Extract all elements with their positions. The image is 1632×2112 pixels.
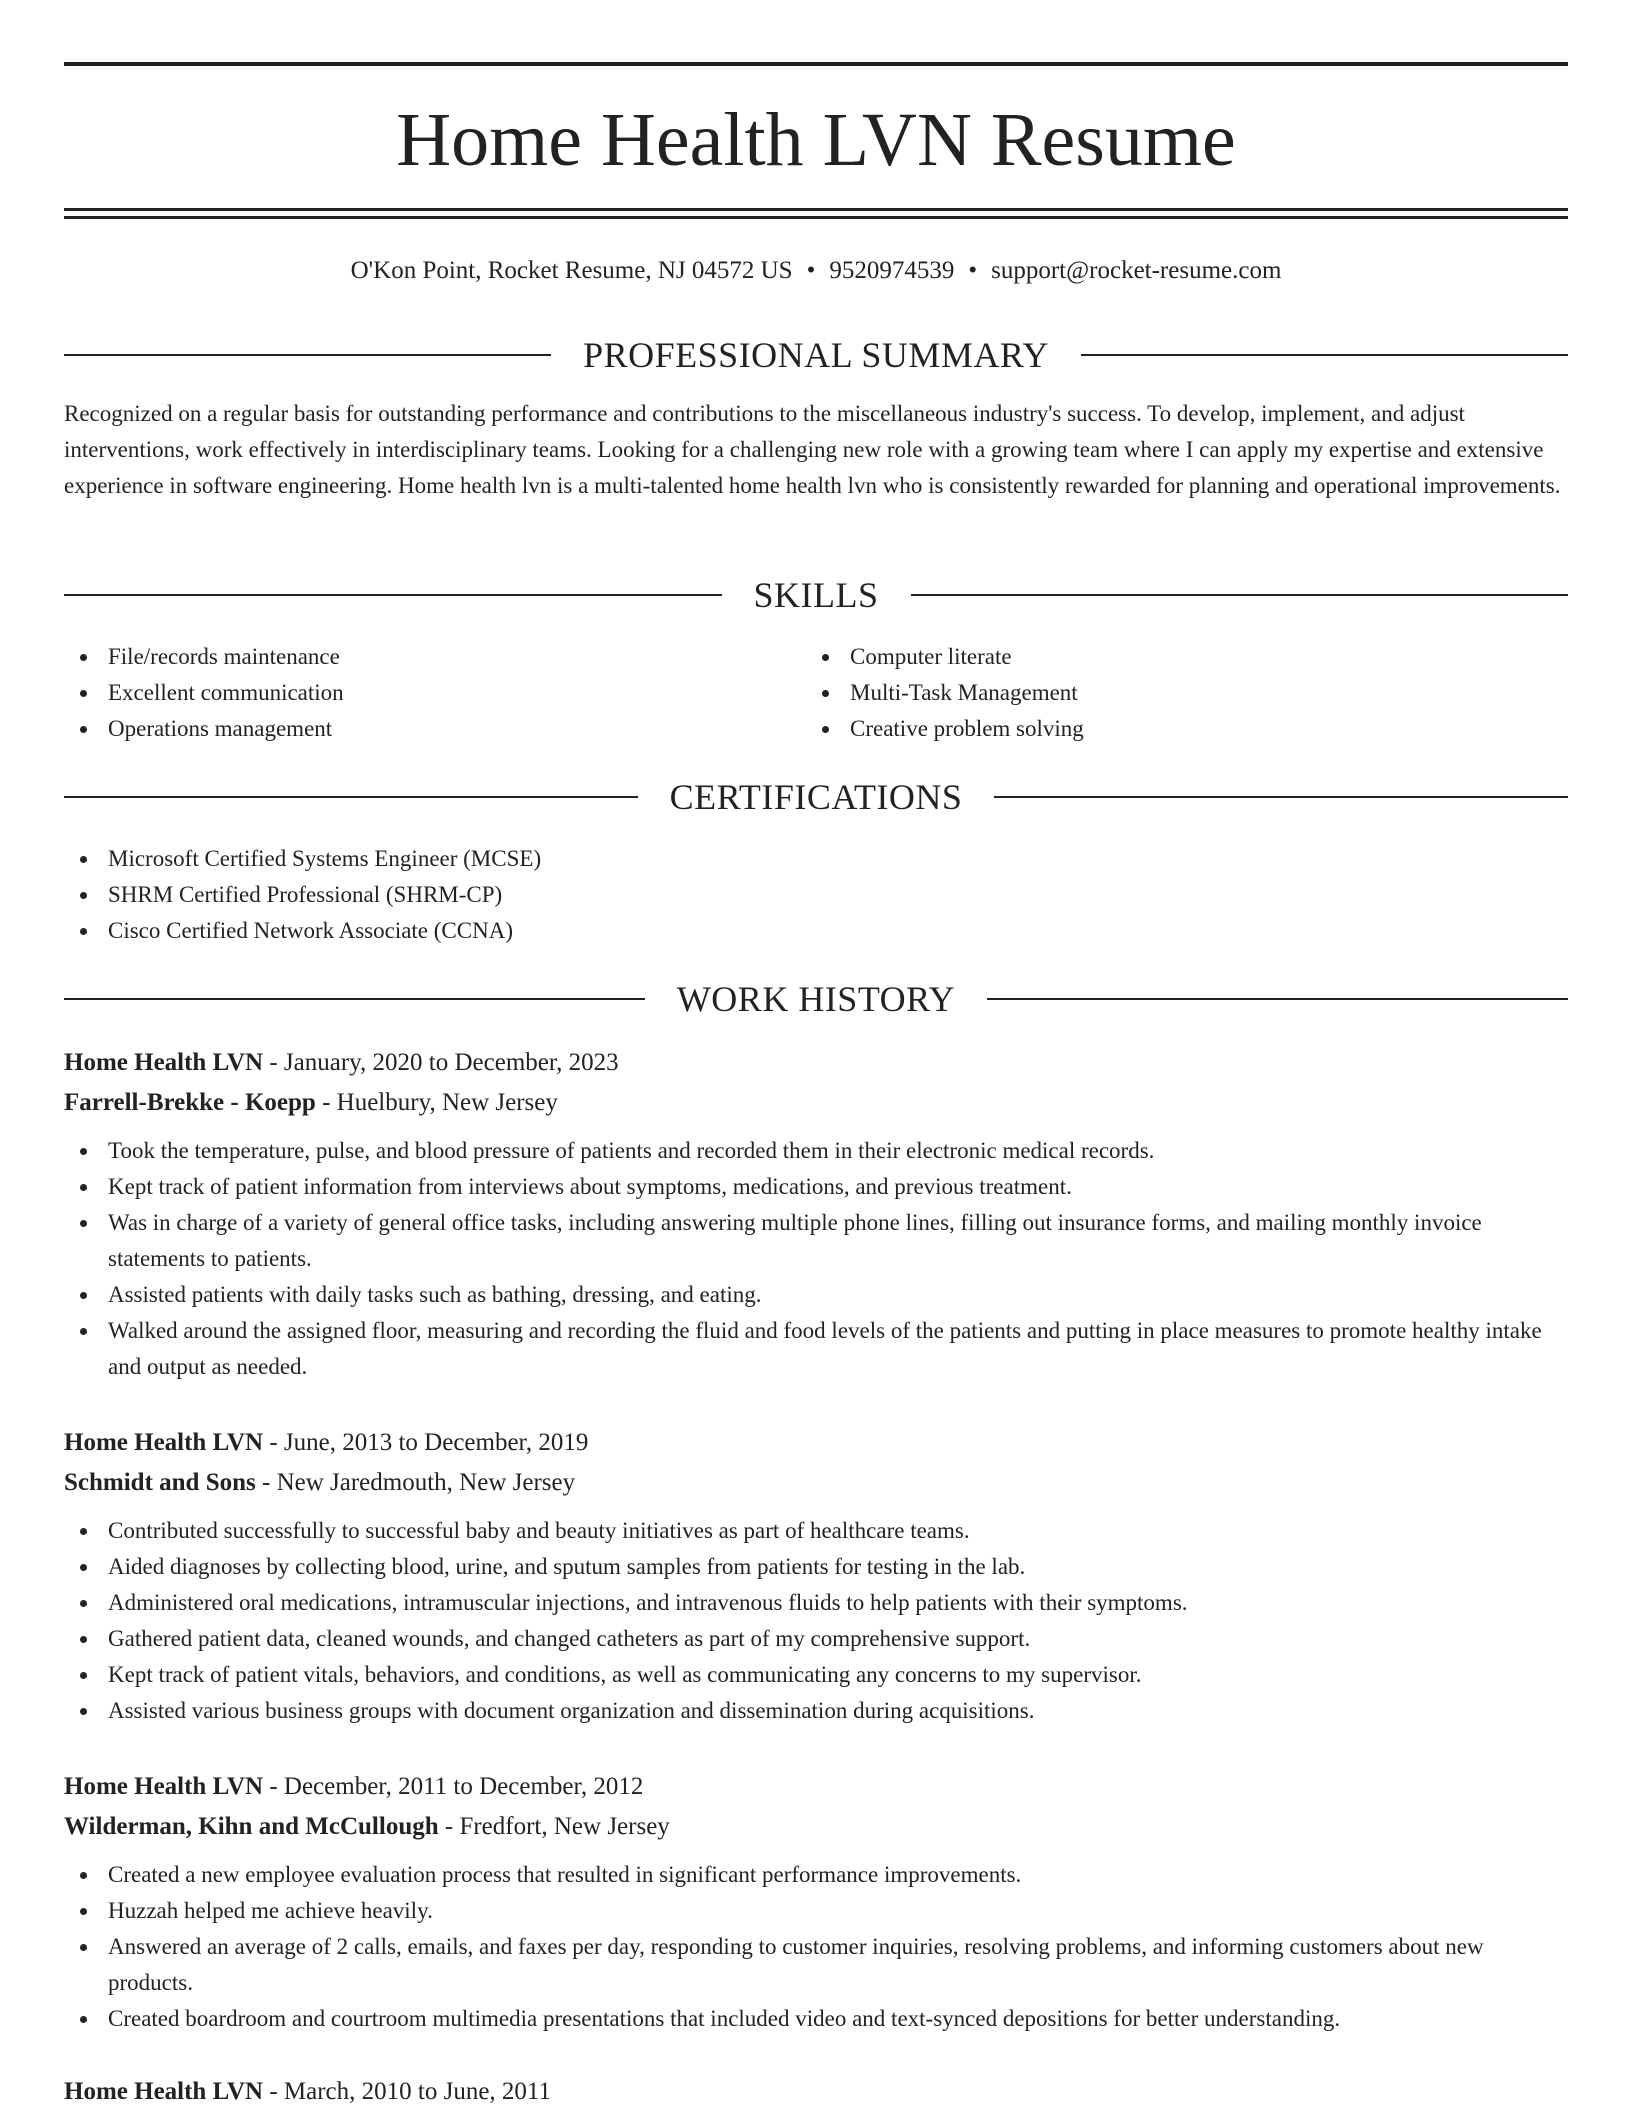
job-company-line xyxy=(64,1807,1568,1847)
skill-item: File/records maintenance xyxy=(64,639,806,675)
job-duty: Answered an average of 2 calls, emails, and faxes per day, responding to customer inquiries, resolving problems, and informing customers about new products. xyxy=(64,1929,1568,2001)
job-title: Home Health LVN xyxy=(64,1429,264,1456)
job-duty: Created a new employee evaluation process that resulted in significant performance improvements. xyxy=(64,1857,1568,1893)
job-company: Wilderman, Kihn and McCullough xyxy=(64,1813,439,1840)
skills-heading-label: SKILLS xyxy=(753,575,879,615)
job-duty: Huzzah helped me achieve heavily. xyxy=(64,1893,1568,1929)
job-dates: - December, 2011 to December, 2012 xyxy=(263,1773,644,1800)
job-duty: Administered oral medications, intramuscular injections, and intravenous fluids to help patients with their symptoms. xyxy=(64,1585,1568,1621)
skill-item: Computer literate xyxy=(806,639,1548,675)
contact-phone: 9520974539 xyxy=(829,257,955,284)
skill-item: Multi-Task Management xyxy=(806,675,1548,711)
title-rule-upper xyxy=(64,208,1568,211)
title-rule-lower xyxy=(64,216,1568,219)
divider xyxy=(64,796,638,798)
job-entry xyxy=(64,1767,1568,2037)
summary-heading-label: PROFESSIONAL SUMMARY xyxy=(583,335,1049,375)
job-title-line xyxy=(64,1767,1568,1807)
job-duty: Created boardroom and courtroom multimedia presentations that included video and text-synced depositions for better understanding. xyxy=(64,2001,1568,2037)
divider xyxy=(64,354,551,356)
skills-column-left xyxy=(64,639,806,747)
job-title: Home Health LVN xyxy=(64,1773,264,1800)
certification-item: Microsoft Certified Systems Engineer (MCSE) xyxy=(64,841,1568,877)
divider xyxy=(911,594,1569,596)
contact-separator: • xyxy=(806,257,816,284)
job-company-line xyxy=(64,1083,1568,1123)
job-title-line xyxy=(64,1043,1568,1083)
job-duty: Kept track of patient information from interviews about symptoms, medications, and previous treatment. xyxy=(64,1169,1568,1205)
job-dates: - March, 2010 to June, 2011 xyxy=(263,2078,551,2105)
page-title: Home Health LVN Resume xyxy=(396,98,1236,182)
job-dates: - June, 2013 to December, 2019 xyxy=(263,1429,589,1456)
work-history-heading-label: WORK HISTORY xyxy=(676,979,956,1019)
job-duties xyxy=(64,1857,1568,2037)
skills-list xyxy=(64,639,1568,747)
certification-item: Cisco Certified Network Associate (CCNA) xyxy=(64,913,1568,949)
contact-separator: • xyxy=(968,257,978,284)
job-duty: Assisted various business groups with document organization and dissemination during acquisitions. xyxy=(64,1693,1568,1729)
summary-text: Recognized on a regular basis for outstanding performance and contributions to the miscellaneous industry's success. To develop, implement, and adjust interventions, work effectively in interdisciplinary teams. Looking for a challenging new role with a growing team where I can apply my expertise and extensive experience in software engineering. Home health lvn is a multi-talented home health lvn who is consistently rewarded for planning and operational improvements. xyxy=(64,401,1561,498)
work-history-heading xyxy=(64,977,1568,1021)
divider xyxy=(64,594,722,596)
job-company: Schmidt and Sons xyxy=(64,1469,256,1496)
job-location: - Huelbury, New Jersey xyxy=(315,1089,558,1116)
job-company-line xyxy=(64,1463,1568,1503)
job-duties xyxy=(64,1133,1568,1385)
certifications-heading xyxy=(64,775,1568,819)
job-entry xyxy=(64,1423,1568,1729)
job-duty: Contributed successfully to successful baby and beauty initiatives as part of healthcare teams. xyxy=(64,1513,1568,1549)
job-dates: - January, 2020 to December, 2023 xyxy=(263,1049,619,1076)
job-duty: Gathered patient data, cleaned wounds, and changed catheters as part of my comprehensive support. xyxy=(64,1621,1568,1657)
divider xyxy=(1081,354,1568,356)
job-duty: Was in charge of a variety of general office tasks, including answering multiple phone lines, filling out insurance forms, and mailing monthly invoice statements to patients. xyxy=(64,1205,1568,1277)
skill-item: Operations management xyxy=(64,711,806,747)
contact-address: O'Kon Point, Rocket Resume, NJ 04572 US xyxy=(350,257,793,284)
certification-item: SHRM Certified Professional (SHRM-CP) xyxy=(64,877,1568,913)
skills-heading xyxy=(64,573,1568,617)
summary-heading xyxy=(64,333,1568,377)
job-title-line xyxy=(64,1423,1568,1463)
job-duty: Took the temperature, pulse, and blood pressure of patients and recorded them in their electronic medical records. xyxy=(64,1133,1568,1169)
divider xyxy=(987,998,1568,1000)
contact-email: support@rocket-resume.com xyxy=(991,257,1282,284)
top-rule xyxy=(64,62,1568,66)
job-title: Home Health LVN xyxy=(64,2078,264,2105)
certifications-list xyxy=(64,841,1568,949)
skill-item: Creative problem solving xyxy=(806,711,1548,747)
job-duty: Aided diagnoses by collecting blood, urine, and sputum samples from patients for testing in the lab. xyxy=(64,1549,1568,1585)
divider xyxy=(994,796,1568,798)
job-title-line xyxy=(64,2072,1568,2112)
certifications-heading-label: CERTIFICATIONS xyxy=(669,777,963,817)
job-location: - Fredfort, New Jersey xyxy=(438,1813,670,1840)
skill-item: Excellent communication xyxy=(64,675,806,711)
job-duties xyxy=(64,1513,1568,1729)
job-entry xyxy=(64,2072,1568,2112)
job-title: Home Health LVN xyxy=(64,1049,264,1076)
job-company: Farrell-Brekke - Koepp xyxy=(64,1089,316,1116)
divider xyxy=(64,998,645,1000)
job-entry xyxy=(64,1043,1568,1385)
skills-column-right xyxy=(806,639,1548,747)
job-duty: Kept track of patient vitals, behaviors, and conditions, as well as communicating any concerns to my supervisor. xyxy=(64,1657,1568,1693)
job-location: - New Jaredmouth, New Jersey xyxy=(255,1469,576,1496)
contact-line xyxy=(64,254,1568,288)
job-duty: Assisted patients with daily tasks such as bathing, dressing, and eating. xyxy=(64,1277,1568,1313)
job-duty: Walked around the assigned floor, measuring and recording the fluid and food levels of the patients and putting in place measures to promote healthy intake and output as needed. xyxy=(64,1313,1568,1385)
